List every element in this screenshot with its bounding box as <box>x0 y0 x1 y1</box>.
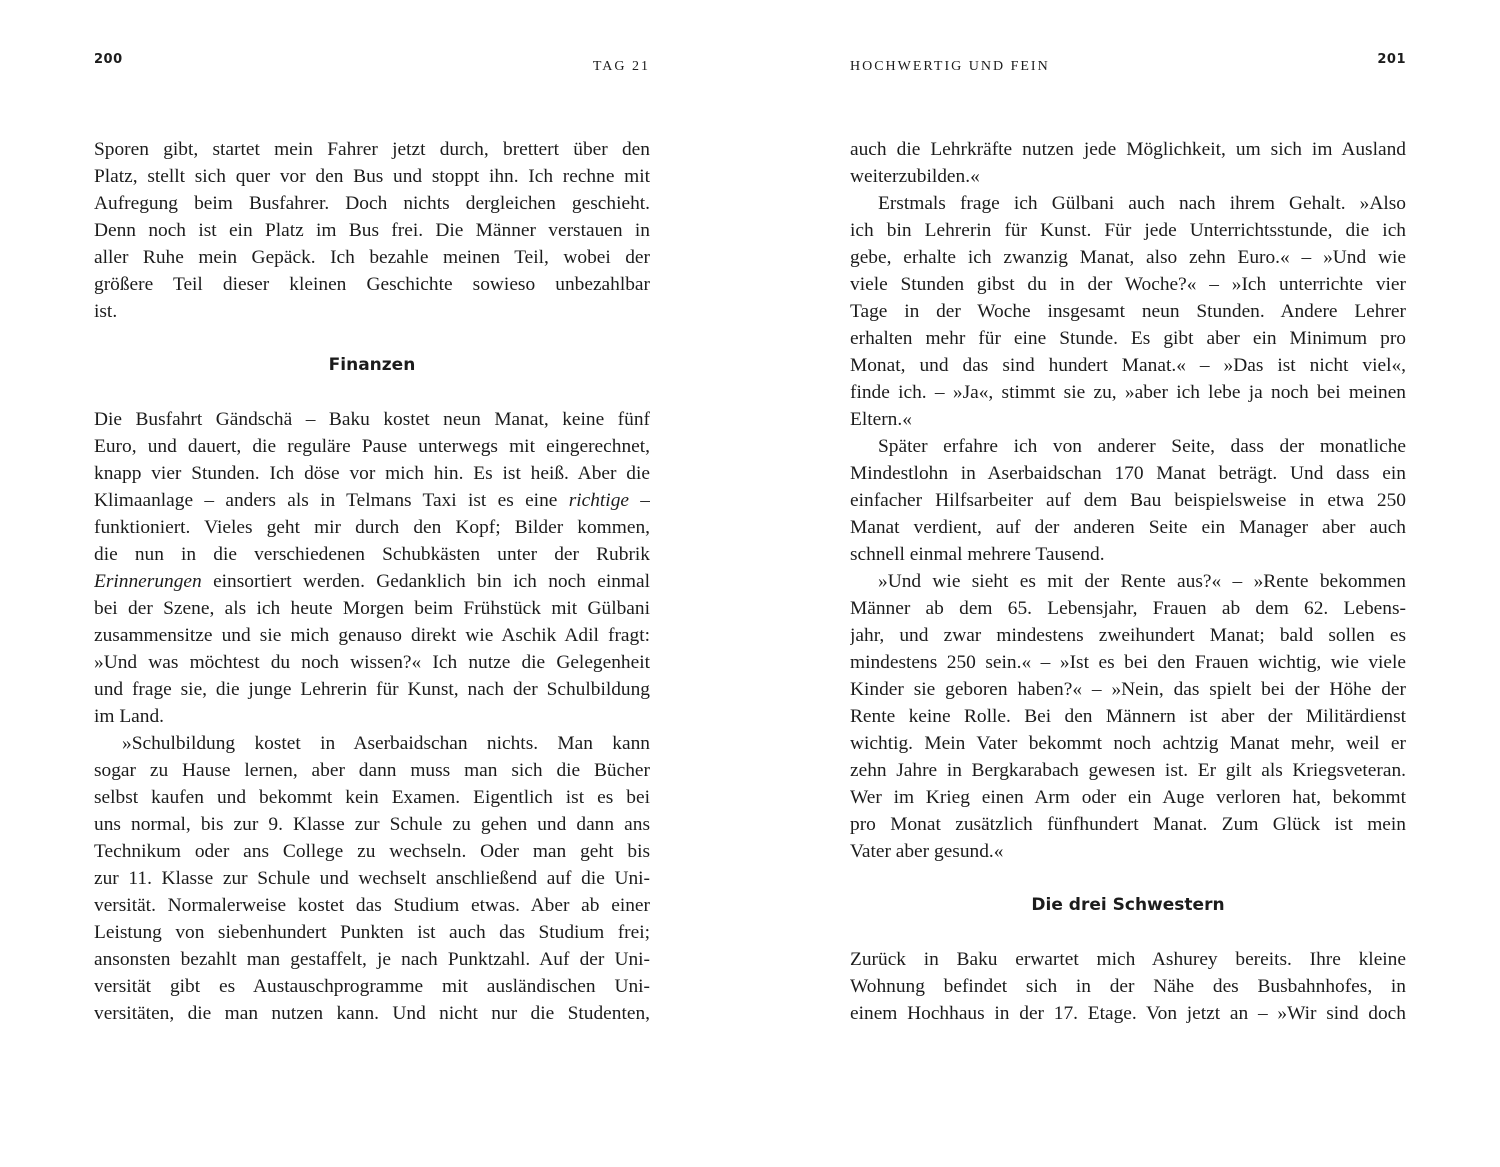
paragraph <box>850 433 1406 568</box>
text-line: »Schulbildung kostet in Aserbaidschan nichts. Man kann <box>122 733 650 754</box>
text-line: funktioniert. Vieles geht mir durch den Kopf; Bilder kommen, <box>94 517 650 538</box>
page-body <box>850 136 1406 1027</box>
text-line: und frage sie, die junge Lehrerin für Kunst, nach der Schulbildung <box>94 679 650 700</box>
text-line: Technikum oder ans College zu wechseln. Oder man geht bis <box>94 841 650 862</box>
blank-line <box>850 919 1406 946</box>
text-line: Aufregung beim Busfahrer. Doch nichts dergleichen geschieht. <box>94 193 650 214</box>
blank-line <box>850 865 1406 892</box>
text-line: zur 11. Klasse zur Schule und wechselt anschließend auf die Uni- <box>94 868 650 889</box>
text-line: Erstmals frage ich Gülbani auch nach ihrem Gehalt. »Also <box>878 193 1406 214</box>
text-line: Rente keine Rolle. Bei den Männern ist aber der Militärdienst <box>850 706 1406 727</box>
text-line: erhalten mehr für eine Stunde. Es gibt aber ein Minimum pro <box>850 328 1406 349</box>
paragraph <box>850 136 1406 190</box>
text-line: selbst kaufen und bekommt kein Examen. Eigentlich ist es bei <box>94 787 650 808</box>
text-line: knapp vier Stunden. Ich döse vor mich hin. Es ist heiß. Aber die <box>94 463 650 484</box>
text-segment: einsortiert werden. Gedanklich bin ich noch einmal <box>201 571 650 592</box>
text-line: einfacher Hilfsarbeiter auf dem Bau beispielsweise in etwa 250 <box>850 490 1406 511</box>
text-line: versitäten, die man nutzen kann. Und nicht nur die Studenten, <box>94 1003 650 1024</box>
text-line: schnell einmal mehrere Tausend. <box>850 544 1105 565</box>
text-line: pro Monat zusätzlich fünfhundert Manat. Zum Glück ist mein <box>850 814 1406 835</box>
italic-text: richtige <box>568 490 629 511</box>
text-line: »Und wie sieht es mit der Rente aus?« – »Rente bekommen <box>878 571 1406 592</box>
text-line: im Land. <box>94 706 165 727</box>
text-line: Sporen gibt, startet mein Fahrer jetzt durch, brettert über den <box>94 139 650 160</box>
text-line: wichtig. Mein Vater bekommt noch achtzig Manat mehr, weil er <box>850 733 1406 754</box>
text-line: zehn Jahre in Bergkarabach gewesen ist. Er gilt als Kriegsveteran. <box>850 760 1406 781</box>
text-line: Zurück in Baku erwartet mich Ashurey bereits. Ihre kleine <box>850 949 1406 970</box>
text-line: Wohnung befindet sich in der Nähe des Busbahnhofes, in <box>850 976 1406 997</box>
text-line: zusammensitze und sie mich genauso direkt wie Aschik Adil fragt: <box>94 625 650 646</box>
paragraph <box>850 568 1406 865</box>
text-line: Wer im Krieg einen Arm oder ein Auge verloren hat, bekommt <box>850 787 1406 808</box>
text-segment: – <box>629 490 650 511</box>
text-line: bei der Szene, als ich heute Morgen beim Frühstück mit Gülbani <box>94 598 650 619</box>
italic-text: Erinnerungen <box>94 571 202 592</box>
text-line: Eltern.« <box>850 409 912 430</box>
text-line: Männer ab dem 65. Lebensjahr, Frauen ab dem 62. Lebens- <box>850 598 1406 619</box>
text-line: ansonsten bezahlt man gestaffelt, je nach Punktzahl. Auf der Uni- <box>94 949 650 970</box>
text-line: Euro, und dauert, die reguläre Pause unterwegs mit eingerechnet, <box>94 436 650 457</box>
text-line: Monat, und das sind hundert Manat.« – »Das ist nicht viel«, <box>850 355 1406 376</box>
paragraph <box>850 946 1406 1027</box>
page-body <box>94 136 650 1027</box>
section-heading: Die drei Schwestern <box>1031 895 1225 915</box>
text-line <box>94 568 650 595</box>
text-line: Kinder sie geboren haben?« – »Nein, das spielt bei der Höhe der <box>850 679 1406 700</box>
text-line: versität. Normalerweise kostet das Studium etwas. Aber ab einer <box>94 895 650 916</box>
page-number: 201 <box>1377 52 1406 67</box>
paragraph <box>850 190 1406 433</box>
blank-line <box>94 379 650 406</box>
text-line: sogar zu Hause lernen, aber dann muss man sich die Bücher <box>94 760 650 781</box>
text-line: aller Ruhe mein Gepäck. Ich bezahle meinen Teil, wobei der <box>94 247 650 268</box>
text-line: Tage in der Woche insgesamt neun Stunden. Andere Lehrer <box>850 301 1406 322</box>
paragraph <box>94 406 650 730</box>
text-line: finde ich. – »Ja«, stimmt sie zu, »aber ich lebe ja noch bei meinen <box>850 382 1406 403</box>
paragraph <box>94 730 650 1027</box>
text-line: versität gibt es Austauschprogramme mit ausländischen Uni- <box>94 976 650 997</box>
text-line: Vater aber gesund.« <box>850 841 1004 862</box>
text-line: Leistung von siebenhundert Punkten ist auch das Studium frei; <box>94 922 650 943</box>
running-head: HOCHWERTIG UND FEIN <box>850 59 1050 74</box>
page-number: 200 <box>94 52 123 67</box>
text-line: »Und was möchtest du noch wissen?« Ich nutze die Gelegenheit <box>94 652 650 673</box>
text-line: Platz, stellt sich quer vor den Bus und stoppt ihn. Ich rechne mit <box>94 166 650 187</box>
text-line: auch die Lehrkräfte nutzen jede Möglichkeit, um sich im Ausland <box>850 139 1406 160</box>
text-line <box>94 487 650 514</box>
text-line: Später erfahre ich von anderer Seite, dass der monatliche <box>878 436 1406 457</box>
text-line: mindestens 250 sein.« – »Ist es bei den Frauen wichtig, wie viele <box>850 652 1406 673</box>
text-line: uns normal, bis zur 9. Klasse zur Schule zu gehen und dann ans <box>94 814 650 835</box>
text-line: weiterzubilden.« <box>850 166 980 187</box>
text-line: größere Teil dieser kleinen Geschichte sowieso unbezahlbar <box>94 274 650 295</box>
text-line: gebe, erhalte ich zwanzig Manat, also zehn Euro.« – »Und wie <box>850 247 1406 268</box>
text-segment: Klimaanlage – anders als in Telmans Taxi ist es eine <box>94 490 569 511</box>
blank-line <box>94 325 650 352</box>
text-line: Denn noch ist ein Platz im Bus frei. Die Männer verstauen in <box>94 220 650 241</box>
left-page <box>94 0 650 1167</box>
text-line: einem Hochhaus in der 17. Etage. Von jetzt an – »Wir sind doch <box>850 1003 1406 1024</box>
paragraph <box>94 136 650 325</box>
section-heading: Finanzen <box>328 355 416 375</box>
running-head: TAG 21 <box>592 59 650 74</box>
text-line: Mindestlohn in Aserbaidschan 170 Manat beträgt. Und dass ein <box>850 463 1406 484</box>
text-line: ich bin Lehrerin für Kunst. Für jede Unterrichtsstunde, die ich <box>850 220 1406 241</box>
text-line: Manat verdient, auf der anderen Seite ein Manager aber auch <box>850 517 1406 538</box>
text-line: Die Busfahrt Gändschä – Baku kostet neun Manat, keine fünf <box>94 409 650 430</box>
text-line: viele Stunden gibst du in der Woche?« – »Ich unterrichte vier <box>850 274 1406 295</box>
text-line: die nun in die verschiedenen Schubkästen unter der Rubrik <box>94 544 650 565</box>
right-page <box>850 0 1406 1167</box>
text-line: jahr, und zwar mindestens zweihundert Manat; bald sollen es <box>850 625 1406 646</box>
text-line: ist. <box>94 301 118 322</box>
